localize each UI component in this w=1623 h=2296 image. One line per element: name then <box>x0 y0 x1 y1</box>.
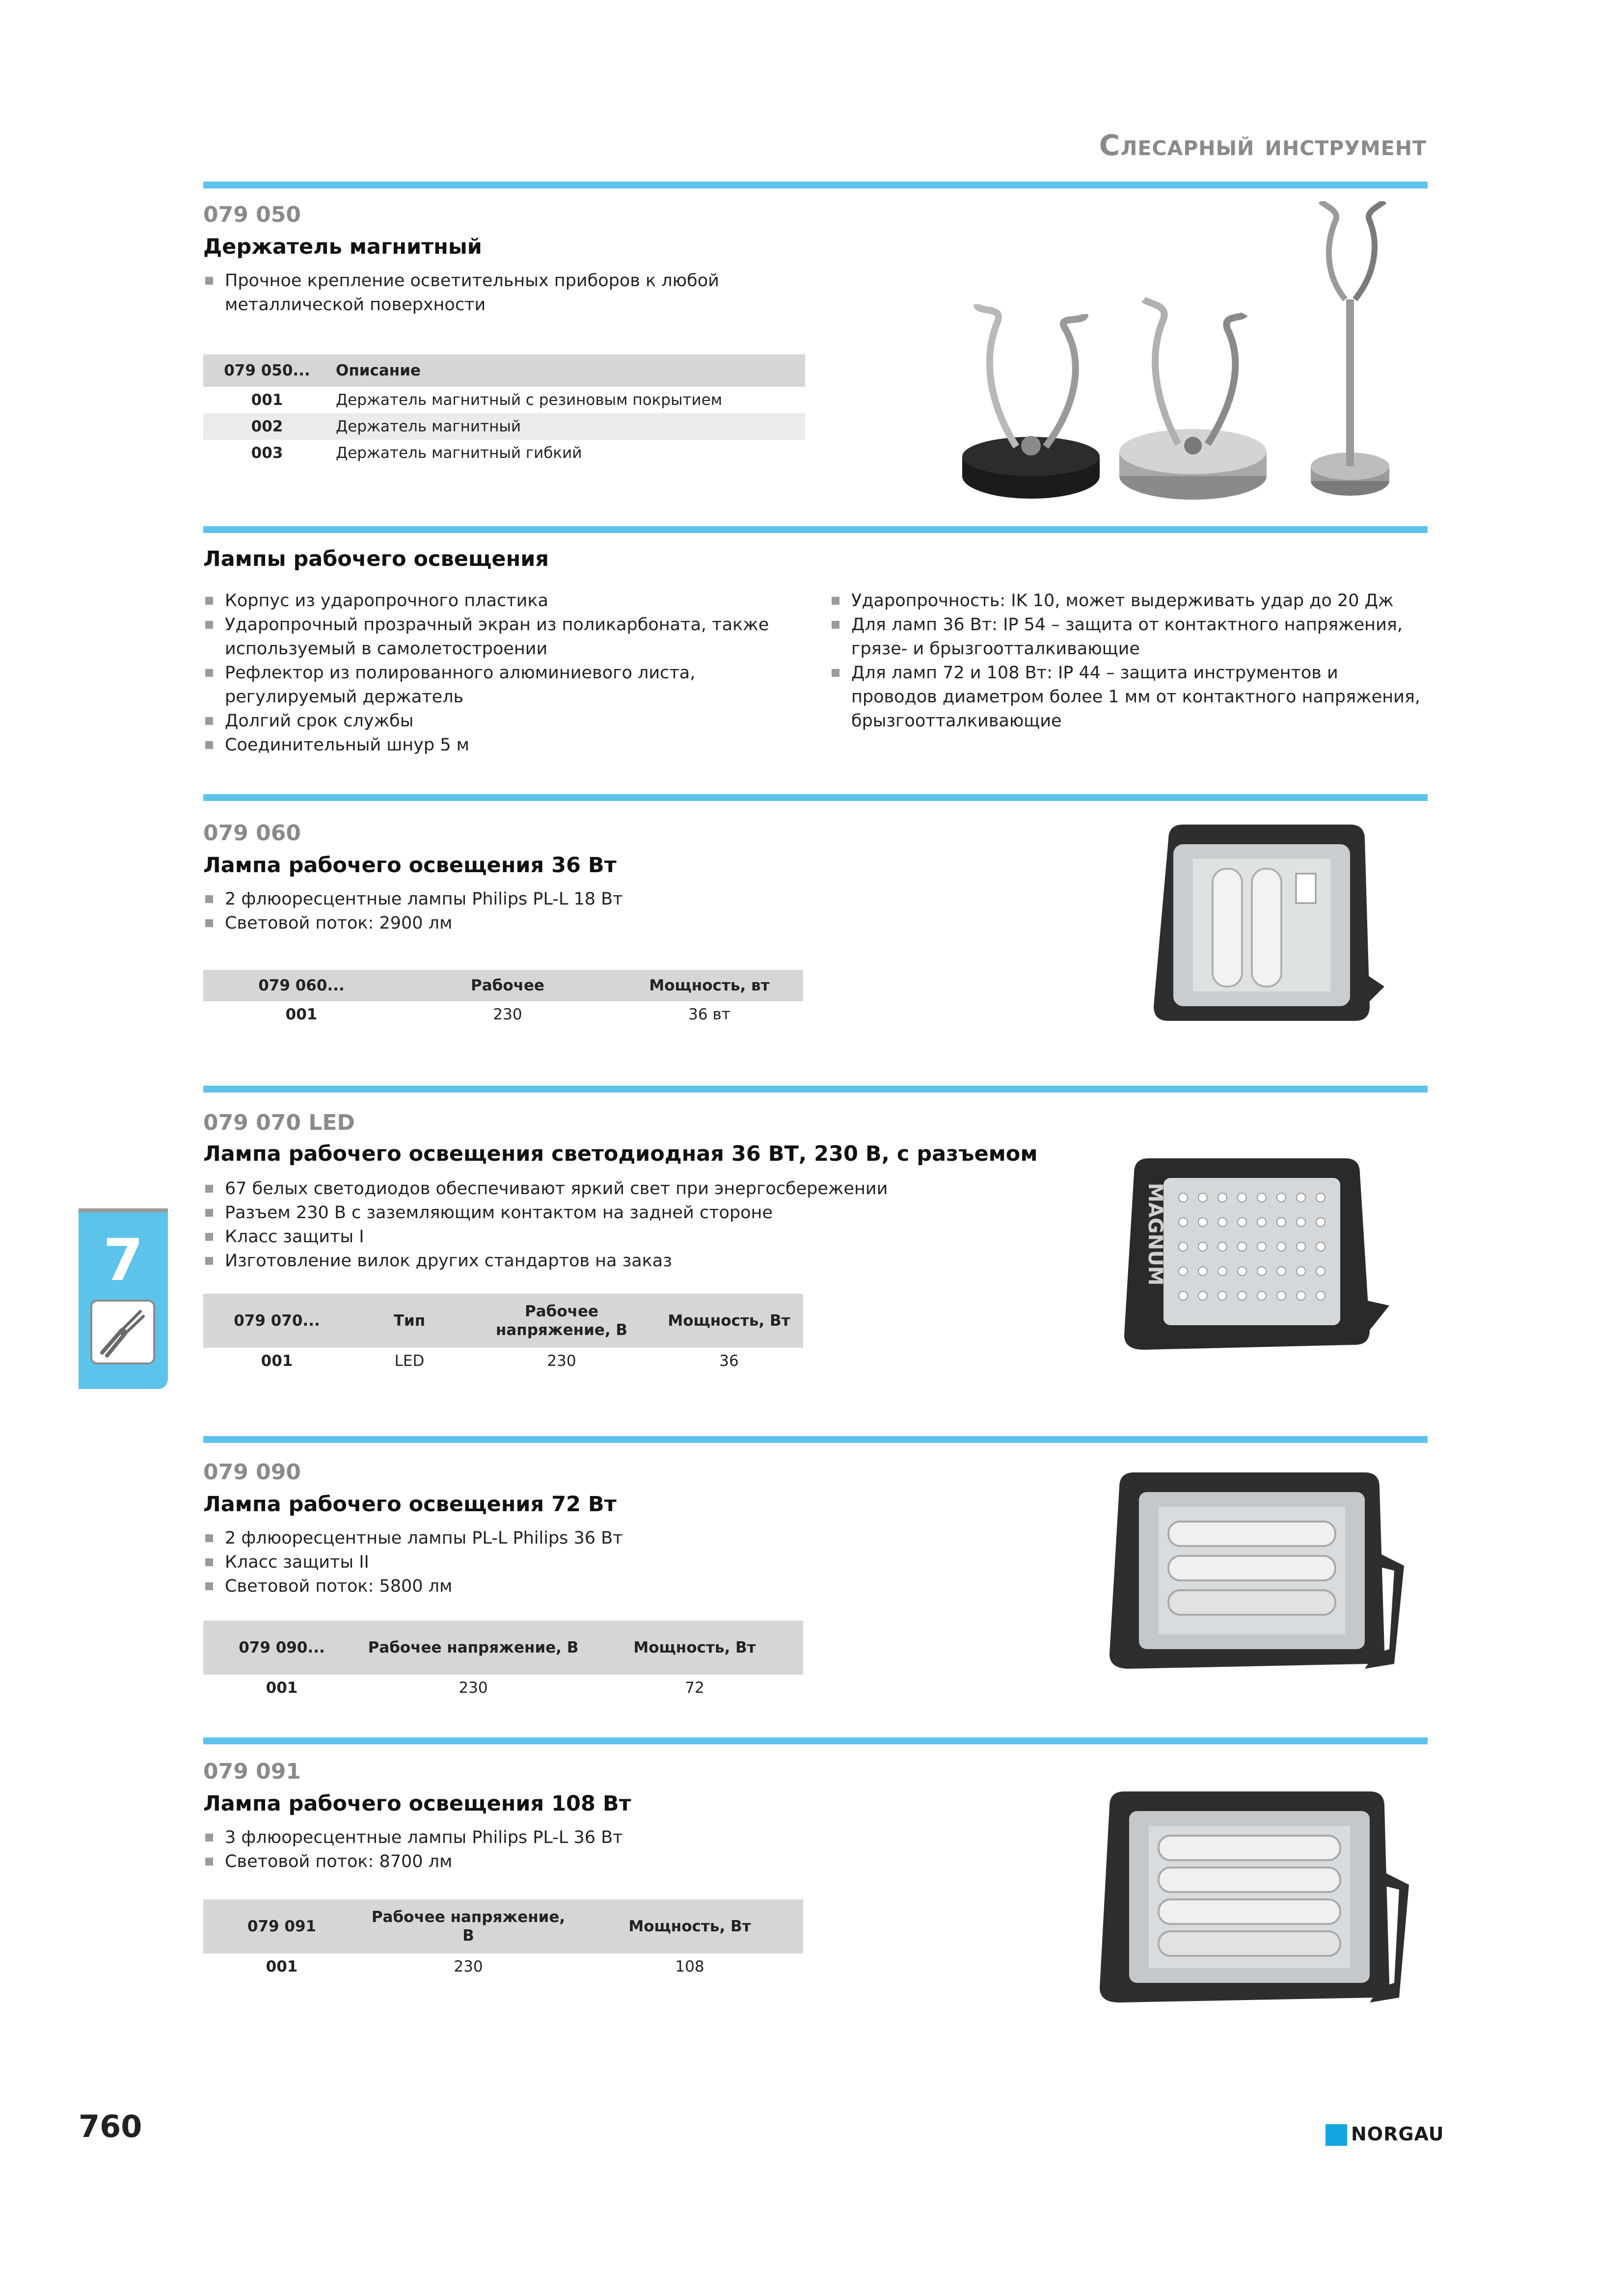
table-cell: 36 вт <box>688 1006 730 1023</box>
feature-item: 2 флюоресцентные лампы Philips PL-L 18 Вт <box>203 887 792 911</box>
table-cell: 003 <box>251 444 283 462</box>
feature-list <box>203 269 743 317</box>
feature-item: Разъем 230 В с заземляющим контактом на задней стороне <box>203 1201 940 1225</box>
product-code: 079 060 <box>203 821 301 846</box>
brand-name: NORGAU <box>1351 2123 1444 2145</box>
group-title: Лампы рабочего освещения <box>203 547 549 571</box>
table-cell: 001 <box>266 1679 298 1697</box>
feature-item: Изготовление вилок других стандартов на заказ <box>203 1249 940 1273</box>
feature-item: Ударопрочный прозрачный экран из поликарбоната, также используемый в самолетостроении <box>203 613 792 661</box>
feature-item: 3 флюоресцентные лампы Philips PL-L 36 Вт <box>203 1826 792 1850</box>
brand-label: MAGNUM <box>1144 1183 1166 1286</box>
table-cell: 108 <box>675 1958 704 1976</box>
table-cell: LED <box>394 1352 425 1370</box>
table-cell: 001 <box>261 1352 293 1370</box>
table-cell: 001 <box>251 391 283 409</box>
table-header: 079 090... <box>203 1621 360 1675</box>
feature-item: Световой поток: 5800 лм <box>203 1575 792 1599</box>
table-row <box>203 1953 803 1980</box>
table-header: Рабочее напряжение, В <box>360 1621 586 1675</box>
section-rule <box>203 1086 1428 1093</box>
table-header: 079 091 <box>203 1899 360 1953</box>
spec-table <box>203 970 803 1028</box>
product-code: 079 091 <box>203 1759 301 1784</box>
table-header: Рабочее напряжение, В <box>468 1294 655 1348</box>
work-lamp-36w-image <box>1139 820 1394 1031</box>
product-code: 079 050 <box>203 202 301 227</box>
table-header: Тип <box>351 1294 468 1348</box>
brand-logo-square <box>1325 2124 1347 2146</box>
spec-table <box>203 1899 803 1980</box>
feature-list-right <box>830 589 1429 733</box>
section-rule <box>203 794 1428 801</box>
table-header: 079 070... <box>203 1294 351 1348</box>
section-title: Слесарный инструмент <box>1099 129 1427 162</box>
product-title: Лампа рабочего освещения 36 Вт <box>203 853 617 878</box>
feature-item: Класс защиты II <box>203 1550 792 1575</box>
section-rule <box>203 526 1428 533</box>
table-header: Описание <box>331 354 805 387</box>
chapter-number: 7 <box>103 1226 144 1294</box>
feature-item: Световой поток: 2900 лм <box>203 911 792 935</box>
product-code: 079 090 <box>203 1460 301 1485</box>
feature-item: Долгий срок службы <box>203 709 792 733</box>
table-cell: 230 <box>547 1352 576 1370</box>
section-rule <box>203 1737 1428 1744</box>
pliers-icon <box>90 1300 155 1364</box>
table-row <box>203 387 805 413</box>
work-lamp-108w-image <box>1090 1787 1419 2017</box>
table-cell: 230 <box>459 1679 488 1697</box>
table-header: Мощность, Вт <box>655 1294 803 1348</box>
table-cell: 230 <box>493 1006 522 1023</box>
table-header: Рабочее <box>400 970 616 1001</box>
feature-list <box>203 1826 792 1874</box>
product-code: 079 070 LED <box>203 1110 355 1135</box>
table-row <box>203 413 805 440</box>
feature-item: Для ламп 72 и 108 Вт: IP 44 – защита инструментов и проводов диаметром более 1 мм от контактного напряжения, брызгоотталкивающие <box>830 661 1429 733</box>
table-header: 079 060... <box>203 970 400 1001</box>
spec-table <box>203 354 805 466</box>
table-header: Мощность, Вт <box>576 1899 803 1953</box>
table-cell: Держатель магнитный <box>331 413 805 440</box>
feature-list <box>203 887 792 935</box>
feature-item: 2 флюоресцентные лампы PL-L Philips 36 Вт <box>203 1526 792 1550</box>
product-title: Лампа рабочего освещения 72 Вт <box>203 1492 617 1517</box>
feature-list-left <box>203 589 792 757</box>
feature-item: Для ламп 36 Вт: IP 54 – защита от контактного напряжения, грязе- и брызгоотталкивающие <box>830 613 1429 661</box>
table-header: 079 050... <box>203 354 331 387</box>
feature-item: Прочное крепление осветительных приборов к любой металлической поверхности <box>203 269 743 317</box>
spec-table <box>203 1621 803 1701</box>
side-tab-rule <box>79 1208 168 1212</box>
feature-list <box>203 1526 792 1599</box>
table-row <box>203 440 805 466</box>
product-title: Держатель магнитный <box>203 235 482 259</box>
feature-item: Корпус из ударопрочного пластика <box>203 589 792 613</box>
product-title: Лампа рабочего освещения 108 Вт <box>203 1791 631 1816</box>
feature-item: Рефлектор из полированного алюминиевого листа, регулируемый держатель <box>203 661 792 709</box>
feature-item: Соединительный шнур 5 м <box>203 733 792 757</box>
table-cell: Держатель магнитный с резиновым покрытием <box>336 391 723 409</box>
section-rule <box>203 182 1428 188</box>
magnetic-holders-image <box>962 201 1404 515</box>
product-title: Лампа рабочего освещения светодиодная 36 ВТ, 230 В, с разъемом <box>203 1142 1038 1166</box>
feature-item: Класс защиты I <box>203 1225 940 1249</box>
table-header: Рабочее напряжение, В <box>360 1899 576 1953</box>
table-row <box>203 1348 803 1374</box>
table-row <box>203 1001 803 1028</box>
table-cell: 002 <box>203 413 331 440</box>
spec-table <box>203 1294 803 1374</box>
feature-item: Ударопрочность: IK 10, может выдерживать удар до 20 Дж <box>830 589 1429 613</box>
table-cell: 72 <box>685 1679 704 1697</box>
led-work-lamp-image <box>1114 1153 1399 1360</box>
feature-list <box>203 1177 940 1273</box>
feature-item: 67 белых светодиодов обеспечивают яркий свет при энергосбережении <box>203 1177 940 1201</box>
page-number: 760 <box>79 2109 142 2144</box>
feature-item: Световой поток: 8700 лм <box>203 1850 792 1874</box>
table-cell: Держатель магнитный гибкий <box>336 444 582 462</box>
table-cell: 001 <box>285 1006 318 1023</box>
section-rule <box>203 1436 1428 1443</box>
table-header: Мощность, Вт <box>586 1621 803 1675</box>
table-row <box>203 1675 803 1701</box>
table-cell: 36 <box>719 1352 739 1370</box>
table-header: Мощность, вт <box>616 970 803 1001</box>
table-cell: 001 <box>266 1958 298 1976</box>
work-lamp-72w-image <box>1100 1468 1414 1683</box>
table-cell: 230 <box>454 1958 483 1976</box>
